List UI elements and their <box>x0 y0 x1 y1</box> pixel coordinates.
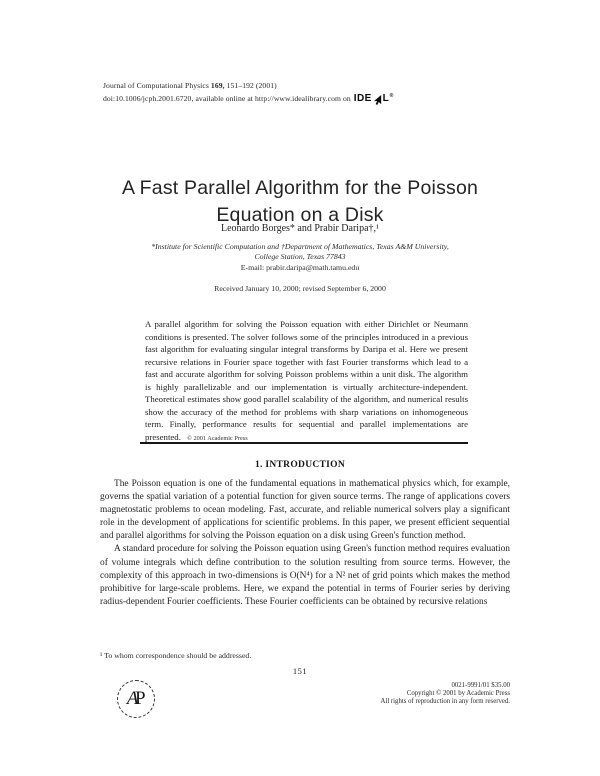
publisher-copyright-block <box>381 682 510 707</box>
paper-title <box>0 175 600 229</box>
received-line: Received January 10, 2000; revised September 6, 2000 <box>214 284 386 293</box>
copyright-line: Copyright © 2001 by Academic Press <box>406 690 510 698</box>
ap-logo-letter-a: A <box>126 688 136 709</box>
affiliation <box>0 242 600 262</box>
abstract-text: A parallel algorithm for solving the Poisson equation with either Dirichlet or Neumann conditions is presented. The solver follows some of the principles introduced in a previous fast algorithm for evaluating singular integral transforms by Daripa et al. Here we present recursive relations in Fourier space together with fast Fourier transforms which lead to a fast and accurate algorithm for solving Poisson problems within a unit disk. The algorithm is highly parallelizable and our implementation is virtually architecture-independent. Theoretical estimates show good parallel scalability of the algorithm, and numerical results show the accuracy of the method for problems with sharp variations on inhomogeneous term. Finally, performance results for sequential and parallel implementations are presented. <box>145 319 468 442</box>
section-heading-introduction: 1. INTRODUCTION <box>254 460 345 470</box>
paper-title-line2: Equation on a Disk <box>216 204 384 226</box>
doi-text: doi:10.1006/jcph.2001.6720, available online at http://www.idealibrary.com on <box>103 93 351 103</box>
journal-name: Journal of Computational Physics <box>103 81 211 90</box>
academic-press-logo <box>117 680 155 718</box>
intro-paragraph-1: The Poisson equation is one of the fundamental equations in mathematical physics which, for example, governs the spatial variation of a potential function for given source terms. The range of applications covers magnetostatic problems to ocean modeling. Fast, accurate, and reliable numerical solvers play a significant role in the development of applications for scientific problems. In this paper, we present efficient sequential and parallel algorithms for solving the Poisson equation on a disk using Green's function method. <box>100 479 510 542</box>
journal-volume: 169, <box>210 81 225 90</box>
intro-paragraph-2: A standard procedure for solving the Poisson equation using Green's function method requires evaluation of volume integrals which define contribution to the solution resulting from source terms. However, the complexity of this approach in two-dimensions is O(N⁴) for a N² net of grid points which makes the method prohibitive for large-scale problems. Here, we expand the potential in terms of Fourier series by deriving radius-dependent Fourier coefficients. These Fourier coefficients can be obtained by recursive relations <box>100 544 510 607</box>
registered-mark: ® <box>389 92 394 99</box>
paper-title-line1: A Fast Parallel Algorithm for the Poisson <box>121 177 479 199</box>
correspondence-footnote: ¹ To whom correspondence should be addressed. <box>100 651 252 660</box>
affiliation-line2: College Station, Texas 77843 <box>254 252 346 261</box>
ideal-logo-l: L <box>382 92 390 104</box>
journal-citation <box>103 80 393 93</box>
ideal-logo <box>354 93 393 106</box>
rights-line: All rights of reproduction in any form reserved. <box>380 698 510 706</box>
cursor-arrow-icon <box>372 95 382 105</box>
affiliation-line1: *Institute for Scientific Computation and †Department of Mathematics, Texas A&M University, <box>151 242 449 251</box>
introduction-body <box>100 478 510 609</box>
price-code: 0021-9991/01 $35.00 <box>451 682 510 689</box>
page-number: 151 <box>292 666 308 676</box>
ideal-logo-ide: IDE <box>353 92 372 104</box>
doi-line <box>103 93 393 106</box>
email-line: E-mail: prabir.daripa@math.tamu.edu <box>240 263 360 272</box>
journal-header <box>103 80 393 105</box>
abstract-divider-rule <box>140 442 468 444</box>
abstract-copyright: © 2001 Academic Press <box>187 434 248 442</box>
ap-logo-letter-p: P <box>135 688 143 709</box>
authors-line: Leonardo Borges* and Prabir Daripa†,¹ <box>220 223 380 234</box>
journal-pages-year: 151–192 (2001) <box>224 81 277 90</box>
abstract <box>145 318 468 445</box>
